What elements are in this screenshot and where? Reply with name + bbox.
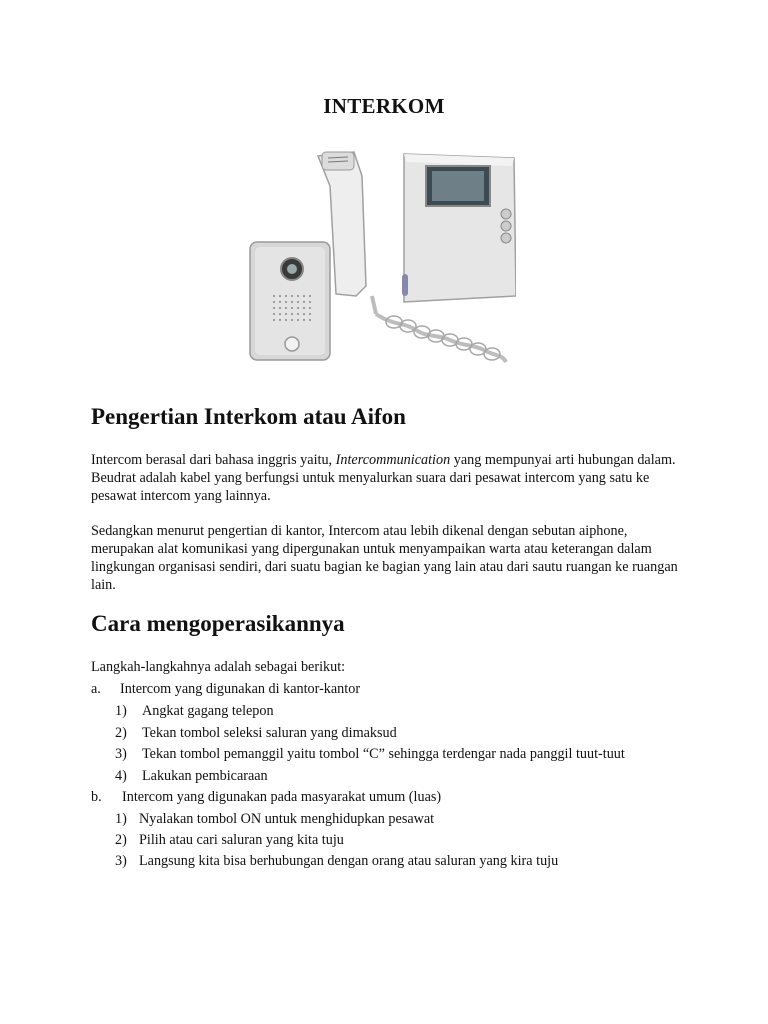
control-button-icon — [501, 233, 511, 243]
list-item-text: Intercom yang digunakan pada masyarakat umum (luas) — [122, 789, 442, 805]
section-heading: Cara mengoperasikannya — [91, 611, 345, 636]
call-button-icon — [285, 337, 299, 351]
control-button-icon — [501, 209, 511, 219]
door-station-unit — [250, 242, 330, 360]
list-marker: b. — [91, 789, 102, 805]
list-item-text: Intercom yang digunakan di kantor-kantor — [120, 681, 361, 697]
monitor-unit — [402, 154, 516, 302]
step-text: Pilih atau cari saluran yang kita tuju — [139, 832, 344, 848]
document-title: INTERKOM — [323, 94, 445, 118]
step-text: Angkat gagang telepon — [142, 703, 274, 719]
step-number: 1) — [115, 811, 127, 827]
control-button-icon — [501, 221, 511, 231]
paragraph-office-definition: Sedangkan menurut pengertian di kantor, Intercom atau lebih dikenal dengan sebutan aiphone, merupakan alat komunikasi yang dipergunakan untuk menyampaikan warta atau keterangan dalam lingkungan organisasi sendiri, dari suatu bagian ke bagian yang lain atau dari sautu ruangan ke ruangan lain. — [91, 523, 678, 593]
step-text: Tekan tombol seleksi saluran yang dimaksud — [142, 725, 397, 741]
section-heading: Pengertian Interkom atau Aifon — [91, 404, 406, 429]
step-text: Lakukan pembicaraan — [142, 768, 268, 784]
step-number: 3) — [115, 853, 127, 869]
step-number: 1) — [115, 703, 127, 719]
intercom-photo — [244, 146, 516, 370]
step-text: Langsung kita bisa berhubungan dengan orang atau saluran yang kira tuju — [139, 853, 559, 869]
paragraph-definition: Intercom berasal dari bahasa inggris yaitu, Intercommunication yang mempunyai arti hubungan dalam. Beudrat adalah kabel yang berfungsi untuk menyalurkan suara dari pesawat intercom yang satu ke pesawat intercom yang lainnya. — [91, 452, 676, 504]
steps-intro: Langkah-langkahnya adalah sebagai berikut: — [91, 659, 346, 675]
step-text: Tekan tombol pemanggil yaitu tombol “C” sehingga terdengar nada panggil tuut-tuut — [142, 746, 625, 762]
coiled-cord-loops — [386, 316, 500, 360]
step-text: Nyalakan tombol ON untuk menghidupkan pesawat — [139, 811, 435, 827]
list-marker: a. — [91, 681, 101, 697]
step-number: 2) — [115, 832, 127, 848]
coiled-cord — [376, 314, 506, 362]
step-number: 3) — [115, 746, 127, 762]
step-number: 2) — [115, 725, 127, 741]
step-number: 4) — [115, 768, 127, 784]
